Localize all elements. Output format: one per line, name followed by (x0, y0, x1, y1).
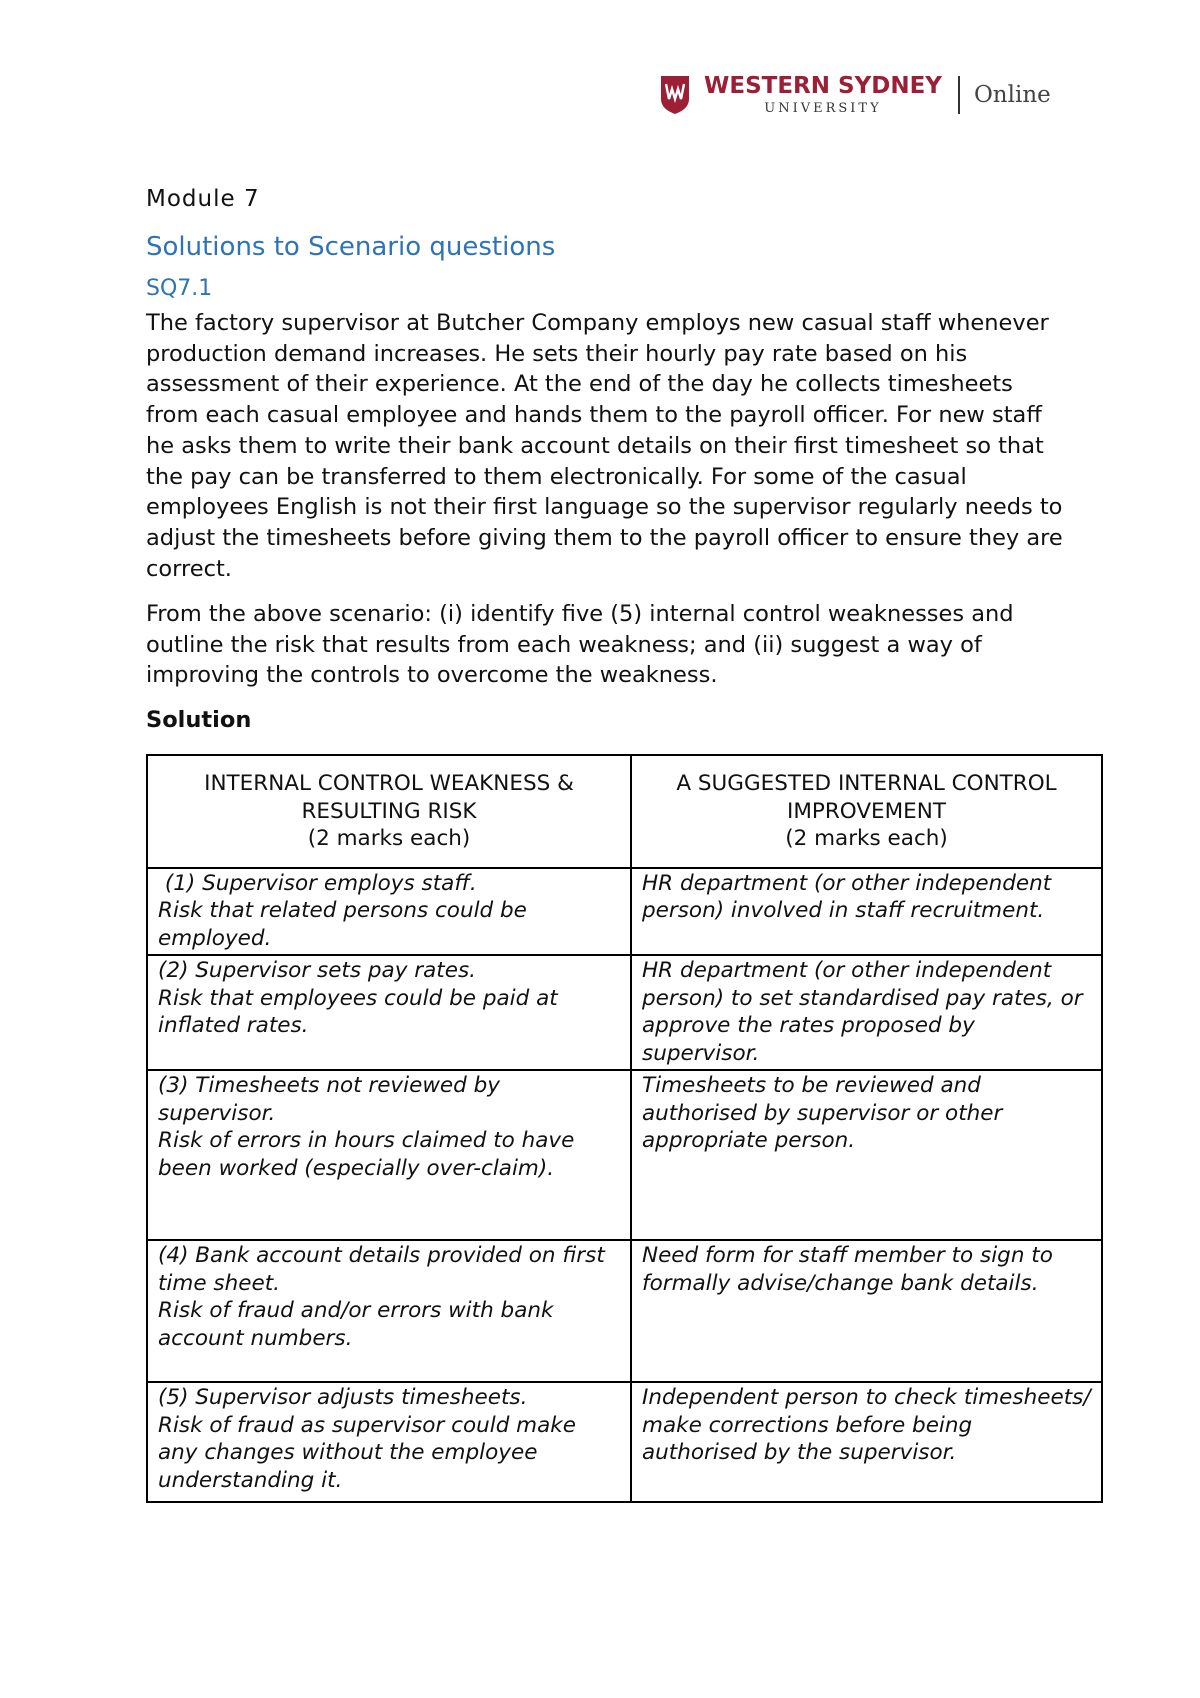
weakness-text: (5) Supervisor adjusts timesheets. (158, 1385, 528, 1410)
task-paragraph: From the above scenario: (i) identify five (5) internal control weaknesses and outline the risk that results from each weakness; and (ii) suggest a way of improving the controls to overcome the weakness. (146, 601, 1014, 689)
weakness-cell (147, 1070, 631, 1240)
scenario-paragraph: The factory supervisor at Butcher Company employs new casual staff whenever production demand increases. He sets their hourly pay rate based on his assessment of their experience. At the end of the day he collects timesheets from each casual employee and hands them to the payroll officer. For new staff he asks them to write their bank account details on their first timesheet so that the pay can be transferred to them electronically. For some of the casual employees English is not their first language so the supervisor regularly needs to adjust the timesheets before giving them to the payroll officer to ensure they are correct. (146, 310, 1063, 582)
risk-text: Risk that related persons could be employed. (158, 898, 527, 951)
risk-text: Risk of fraud as supervisor could make any changes without the employee understanding it. (158, 1412, 576, 1493)
improvement-cell: HR department (or other independent person) involved in staff recruitment. (631, 868, 1102, 956)
risk-text: Risk that employees could be paid at inflated rates. (158, 985, 558, 1038)
question-id: SQ7.1 (146, 276, 213, 301)
header-line: (2 marks each) (307, 826, 471, 851)
header-line: RESULTING RISK (301, 798, 477, 824)
table-row (147, 1070, 1102, 1240)
improvement-cell: Independent person to check timesheets/ make corrections before being authorised by the supervisor. (631, 1382, 1102, 1502)
table-row (147, 955, 1102, 1070)
risk-text: Risk of fraud and/or errors with bank account numbers. (158, 1298, 554, 1351)
logo-online: Online (973, 82, 1051, 108)
header-improvement (631, 755, 1102, 868)
weakness-cell (147, 1240, 631, 1382)
logo-text (704, 75, 942, 115)
table-row (147, 1382, 1102, 1502)
university-shield-icon (660, 75, 690, 115)
header-line: IMPROVEMENT (787, 798, 946, 824)
weakness-text: (4) Bank account details provided on first time sheet. (158, 1243, 605, 1296)
logo-name: WESTERN SYDNEY (704, 73, 942, 99)
improvement-cell: Need form for staff member to sign to formally advise/change bank details. (631, 1240, 1102, 1382)
weakness-cell (147, 955, 631, 1070)
table-header-row (147, 755, 1102, 868)
weakness-text: (1) Supervisor employs staff. (158, 870, 477, 896)
weakness-text: (3) Timesheets not reviewed by supervisor. (158, 1073, 501, 1126)
solution-table (146, 754, 1103, 1503)
weakness-cell (147, 1382, 631, 1502)
improvement-cell: Timesheets to be reviewed and authorised by supervisor or other appropriate person. (631, 1070, 1102, 1240)
risk-text: Risk of errors in hours claimed to have been worked (especially over-claim). (158, 1128, 575, 1181)
university-logo (660, 55, 1060, 135)
improvement-cell: HR department (or other independent person) to set standardised pay rates, or approve the rates proposed by supervisor. (631, 955, 1102, 1070)
header-line: INTERNAL CONTROL WEAKNESS & (204, 771, 574, 796)
logo-sub: UNIVERSITY (764, 101, 882, 116)
table-row (147, 1240, 1102, 1382)
page-title: Solutions to Scenario questions (146, 232, 556, 262)
table-row (147, 868, 1102, 956)
weakness-text: (2) Supervisor sets pay rates. (158, 958, 476, 983)
header-line: (2 marks each) (785, 826, 948, 851)
module-label: Module 7 (146, 186, 260, 212)
header-weakness (147, 755, 631, 868)
solution-heading: Solution (146, 707, 252, 733)
logo-divider (958, 76, 960, 114)
weakness-cell (147, 868, 631, 956)
header-line: A SUGGESTED INTERNAL CONTROL (676, 771, 1057, 796)
